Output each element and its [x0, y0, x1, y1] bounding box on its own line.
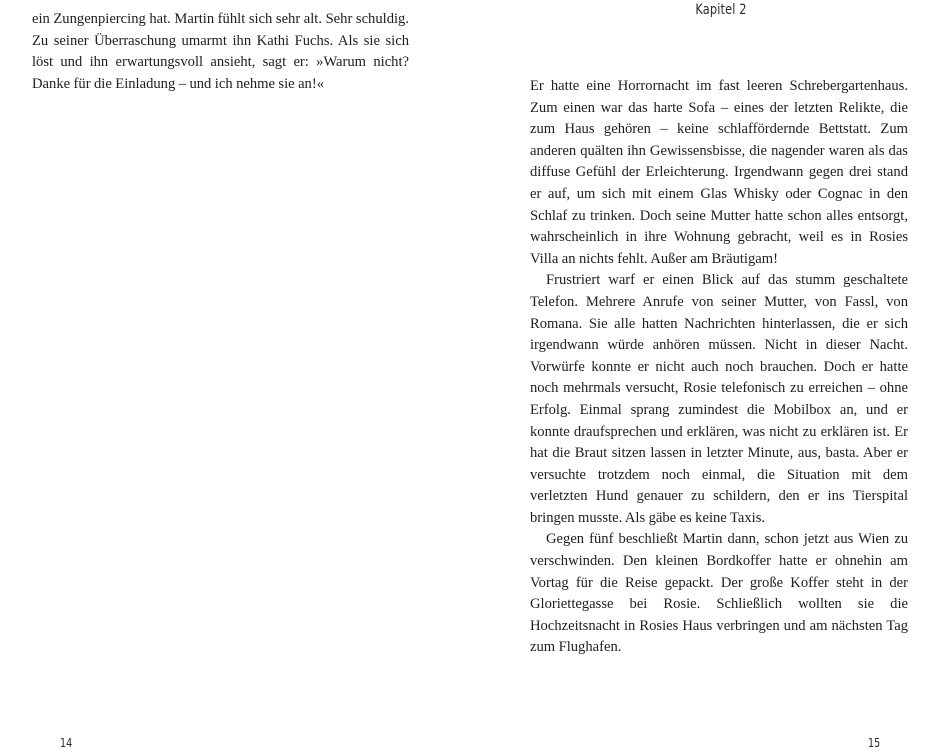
running-head: Kapitel 2	[695, 2, 747, 18]
left-page-body	[32, 9, 409, 95]
right-page-body	[530, 76, 908, 659]
paragraph: Frustriert warf er einen Blick auf das stumm geschaltete Telefon. Mehrere Anrufe von seiner Mutter, von Fassl, von Romana. Sie alle hatten Nachrichten hinterlassen, die er sich irgendwann würde anhören müssen. Nicht in dieser Nacht. Vorwürfe konnte er nicht auch noch brauchen. Doch er hatte noch mehrmals versucht, Rosie telefonisch zu erreichen – ohne Erfolg. Einmal sprang zumindest die Mobilbox an, und er konnte draufsprechen und erklären, was nicht zu erklären ist. Er hat die Braut sitzen lassen in letzter Minute, aus, basta. Aber er versuchte trotzdem noch einmal, die Situation mit dem verletzten Hund genauer zu schildern, den er ins Tierspital bringen musste. Als gäbe es keine Taxis.	[530, 272, 908, 526]
paragraph: ein Zungenpiercing hat. Martin fühlt sich sehr alt. Sehr schuldig. Zu seiner Überraschung umarmt ihn Kathi Fuchs. Als sie sich löst und ihn erwartungsvoll ansieht, sagt er: »Warum nicht? Danke für die Einladung – und ich nehme sie an!«	[32, 11, 409, 92]
paragraph: Er hatte eine Horrornacht im fast leeren Schrebergartenhaus. Zum einen war das harte Sofa – eines der letzten Relikte, die zum Haus gehören – keine schlaffördernde Bettstatt. Zum anderen quälten ihn Gewissensbisse, die nagender waren als das diffuse Gefühl der Erleichterung. Irgendwann gegen drei stand er auf, um sich mit einem Glas Whisky oder Cognac in den Schlaf zu trinken. Doch seine Mutter hatte schon alles entsorgt, wahrscheinlich in ihre Wohnung gebracht, weil es in Rosies Villa an nichts fehlt. Außer am Bräutigam!	[530, 78, 908, 267]
right-page	[473, 0, 946, 756]
page-number-left: 14	[60, 736, 73, 750]
paragraph: Gegen fünf beschließt Martin dann, schon jetzt aus Wien zu verschwinden. Den kleinen Bordkoffer hatte er ohnehin am Vortag für die Reise gepackt. Der große Koffer steht in der Gloriettegasse bei Rosie. Schließlich wollten sie die Hochzeitsnacht in Rosies Haus verbringen und am nächsten Tag zum Flughafen.	[530, 531, 908, 656]
page-number-right: 15	[868, 736, 881, 750]
